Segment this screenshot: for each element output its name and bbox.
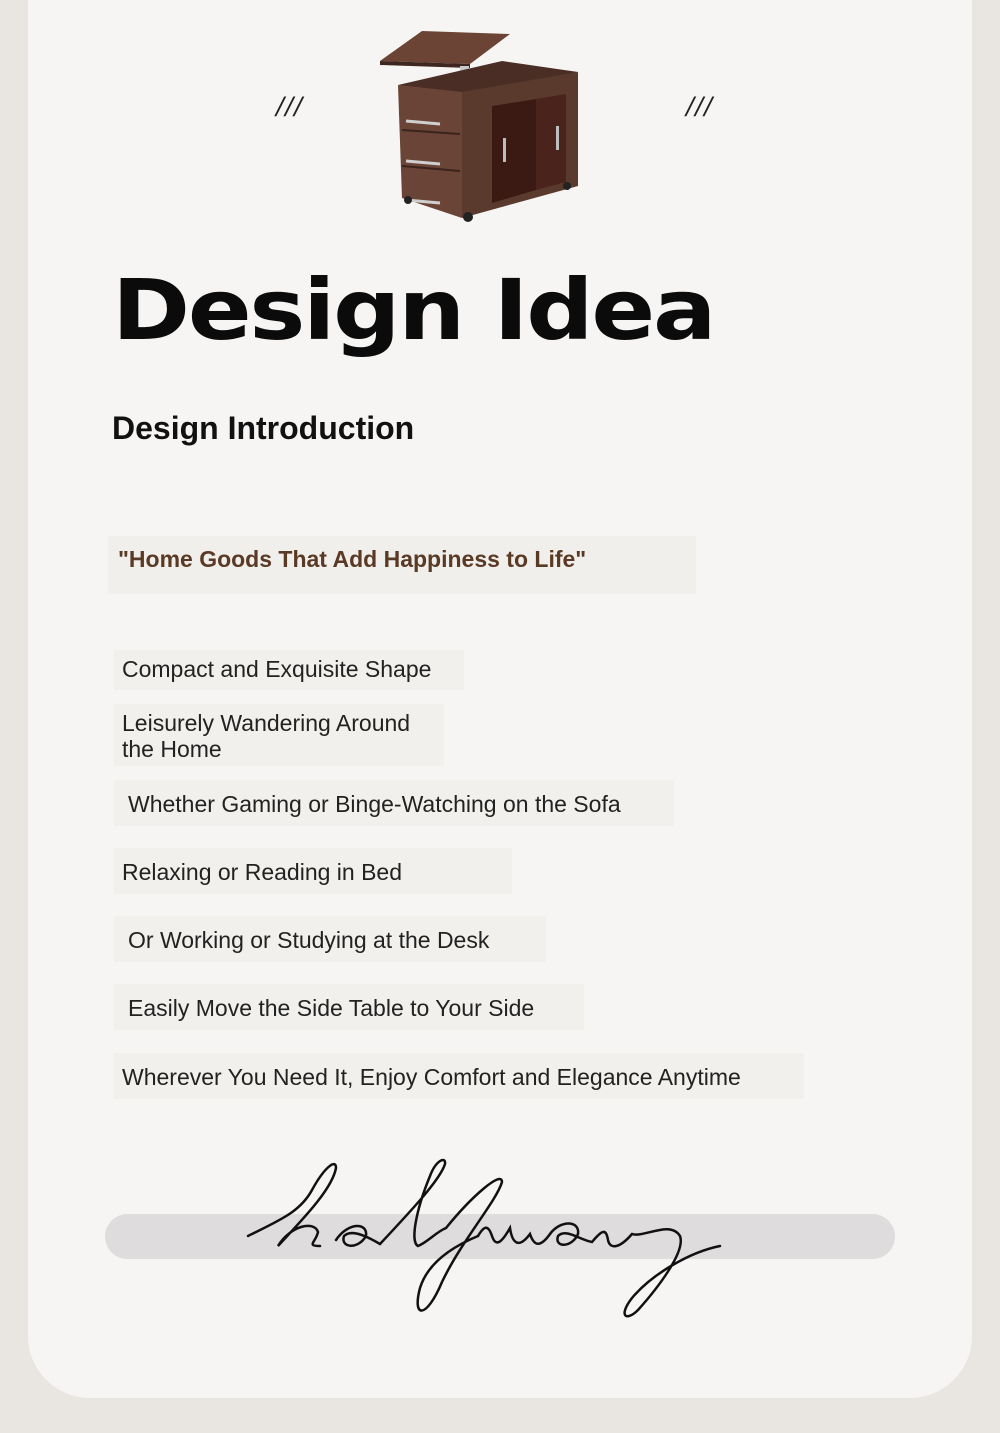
- decor-slashes-right: ///: [686, 92, 714, 120]
- section-subtitle: Design Introduction: [112, 410, 415, 446]
- feature-item: Relaxing or Reading in Bed: [122, 859, 403, 885]
- page-title: Design Idea: [112, 261, 715, 359]
- feature-item: Leisurely Wandering Around: [122, 710, 411, 736]
- feature-item: Or Working or Studying at the Desk: [128, 927, 490, 953]
- feature-item: Compact and Exquisite Shape: [122, 656, 432, 682]
- side-table-image: [370, 28, 590, 228]
- decor-slashes-left: ///: [276, 92, 304, 120]
- feature-item: the Home: [122, 736, 222, 762]
- feature-item: Whether Gaming or Binge-Watching on the Sofa: [128, 791, 621, 817]
- brand-signature-logo: [240, 1150, 740, 1325]
- feature-item: Wherever You Need It, Enjoy Comfort and Elegance Anytime: [122, 1064, 741, 1090]
- feature-item: Easily Move the Side Table to Your Side: [128, 995, 535, 1021]
- slogan-text: "Home Goods That Add Happiness to Life": [118, 546, 587, 572]
